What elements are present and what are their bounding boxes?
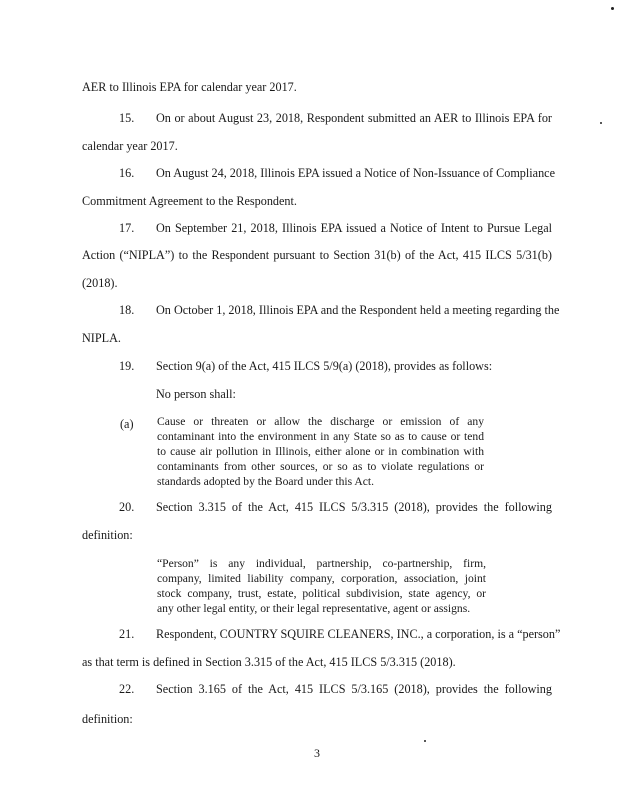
quote-line: “Person” is any individual, partnership, co-partnership, firm,	[157, 557, 486, 570]
paragraph-number: 20.	[119, 500, 135, 514]
quote-line: company, limited liability company, corporation, association, joint	[157, 572, 486, 585]
statutory-quote-3315	[157, 556, 486, 616]
quote-lead: No person shall:	[156, 387, 236, 401]
paragraph-17-line: On September 21, 2018, Illinois EPA issued a Notice of Intent to Pursue Legal	[156, 221, 552, 235]
paragraph-17-line: (2018).	[82, 276, 118, 290]
paragraph-21-line: as that term is defined in Section 3.315 of the Act, 415 ILCS 5/3.315 (2018).	[82, 655, 456, 669]
paragraph-20-line: definition:	[82, 528, 133, 542]
paragraph-number: 22.	[119, 682, 135, 696]
scan-speck	[611, 7, 614, 10]
paragraph-21-line: Respondent, COUNTRY SQUIRE CLEANERS, INC., a corporation, is a “person”	[156, 627, 561, 641]
scan-speck	[424, 740, 426, 742]
quote-line: standards adopted by the Board under this Act.	[157, 475, 375, 488]
paragraph-number: 17.	[119, 221, 135, 235]
quote-line: to cause air pollution in Illinois, either alone or in combination with	[157, 445, 484, 458]
quote-line: contaminants from other sources, or so as to violate regulations or	[157, 460, 484, 473]
paragraph-14-continuation: AER to Illinois EPA for calendar year 2017.	[82, 80, 297, 94]
quote-line: Cause or threaten or allow the discharge or emission of any	[157, 415, 484, 428]
paragraph-22-line: definition:	[82, 712, 133, 726]
page-number: 3	[314, 746, 320, 760]
paragraph-number: 21.	[119, 627, 135, 641]
paragraph-15-line: calendar year 2017.	[82, 139, 178, 153]
paragraph-number: 19.	[119, 359, 135, 373]
paragraph-number: 16.	[119, 166, 135, 180]
quote-line: any other legal entity, or their legal representative, agent or assigns.	[157, 602, 471, 615]
paragraph-16-line: Commitment Agreement to the Respondent.	[82, 194, 297, 208]
paragraph-20-line: Section 3.315 of the Act, 415 ILCS 5/3.315 (2018), provides the following	[156, 500, 552, 514]
paragraph-number: 15.	[119, 111, 135, 125]
paragraph-15-line: On or about August 23, 2018, Respondent submitted an AER to Illinois EPA for	[156, 111, 552, 125]
paragraph-18-line: On October 1, 2018, Illinois EPA and the Respondent held a meeting regarding the	[156, 303, 560, 317]
subsection-label: (a)	[120, 417, 134, 431]
paragraph-19-line: Section 9(a) of the Act, 415 ILCS 5/9(a) (2018), provides as follows:	[156, 359, 493, 373]
statutory-quote-9a	[157, 414, 484, 489]
paragraph-number: 18.	[119, 303, 135, 317]
quote-line: contaminant into the environment in any State so as to cause or tend	[157, 430, 484, 443]
quote-line: stock company, trust, estate, political subdivision, state agency, or	[157, 587, 486, 600]
scan-speck	[600, 122, 602, 124]
paragraph-17-line: Action (“NIPLA”) to the Respondent pursuant to Section 31(b) of the Act, 415 ILCS 5/31(b)	[82, 248, 552, 262]
paragraph-22-line: Section 3.165 of the Act, 415 ILCS 5/3.165 (2018), provides the following	[156, 682, 552, 696]
paragraph-16-line: On August 24, 2018, Illinois EPA issued a Notice of Non-Issuance of Compliance	[156, 166, 555, 180]
paragraph-18-line: NIPLA.	[82, 331, 121, 345]
